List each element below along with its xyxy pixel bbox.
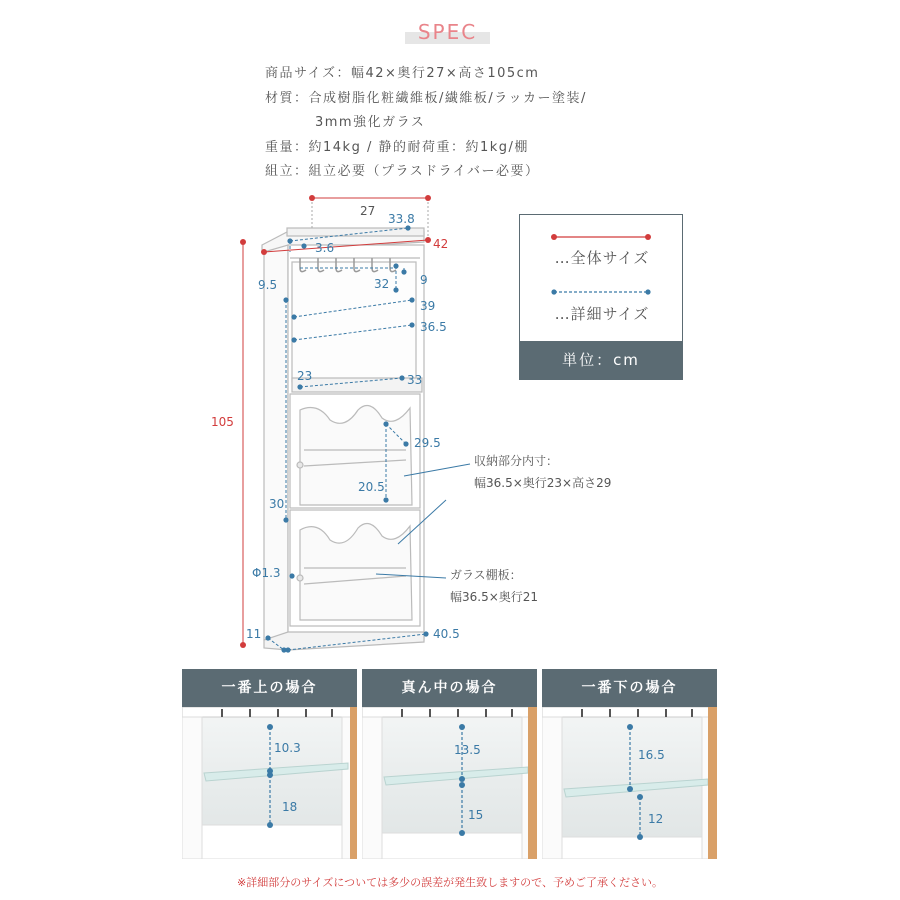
storage-callout-title: 収納部分内寸： [474, 454, 559, 468]
case-middle-title: 真ん中の場合 [362, 669, 537, 707]
case-top-photo [182, 707, 357, 859]
dim-height: 105 [211, 415, 234, 429]
legend-detail-dot-left [551, 289, 556, 294]
legend-unit: 単位：cm [520, 341, 682, 379]
case-bottom-upper-value: 16.5 [638, 748, 665, 762]
case-top-lower-value: 18 [282, 800, 298, 814]
dim-inner-width-lower: 36.5 [420, 320, 447, 334]
dim-hook-depth: 32 [374, 277, 390, 291]
spec-material-cont: 3mm強化ガラス [315, 115, 426, 130]
spec-weight: 重量：約14kg / 静的耐荷重：約1kg/棚 [265, 139, 529, 155]
case-bottom-title: 一番下の場合 [542, 669, 717, 707]
dim-section-height: 30 [269, 497, 285, 511]
case-middle-lower-value: 15 [468, 808, 484, 822]
dim-side-left: 9.5 [258, 278, 278, 292]
legend-overall-dot-left [551, 234, 557, 240]
spec-size: 商品サイズ：幅42×奥行27×高さ105cm [265, 66, 540, 81]
case-middle-upper-value: 13.5 [454, 743, 481, 757]
dim-storage-height: 29.5 [414, 436, 441, 450]
case-bottom-photo [542, 707, 717, 859]
dim-base-width: 40.5 [433, 627, 460, 641]
spec-assembly: 組立：組立必要（プラスドライバー必要） [265, 164, 540, 179]
legend-detail-label: …詳細サイズ [554, 305, 650, 323]
dim-storage-depth: 20.5 [358, 480, 385, 494]
spec-material: 材質：合成樹脂化粧繊維板/繊維板/ラッカー塗装/ [265, 90, 587, 106]
legend-swatches [520, 215, 684, 345]
dim-middle-width: 33 [407, 373, 423, 387]
dim-middle-depth: 23 [297, 369, 313, 383]
case-bottom [542, 669, 717, 859]
storage-callout-value: 幅36.5×奥行23×高さ29 [474, 476, 612, 490]
storage-callout [474, 450, 611, 494]
cabinet-drawing [262, 228, 424, 650]
legend-overall-label: …全体サイズ [554, 249, 650, 267]
disclaimer-note: ※詳細部分のサイズについては多少の誤差が発生致しますので、予めご了承ください。 [237, 876, 663, 889]
dim-top-depth-inner: 3.6 [315, 241, 335, 255]
case-middle-photo [362, 707, 537, 859]
glass-callout-value: 幅36.5×奥行21 [450, 590, 539, 604]
case-top [182, 669, 357, 859]
case-top-upper-value: 10.3 [274, 741, 301, 755]
dim-base-height: 11 [246, 627, 262, 641]
glass-callout [450, 564, 538, 608]
dim-depth: 27 [360, 204, 376, 218]
case-bottom-lower-value: 12 [648, 812, 664, 826]
legend-overall-dot-right [645, 234, 651, 240]
glass-callout-title: ガラス棚板： [450, 568, 522, 582]
case-middle-illustration [362, 707, 537, 859]
case-bottom-illustration [542, 707, 717, 859]
dim-inner-width-upper: 39 [420, 299, 436, 313]
case-middle [362, 669, 537, 859]
dim-width: 42 [433, 237, 449, 251]
case-top-illustration [182, 707, 357, 859]
legend-box [519, 214, 683, 380]
spec-title-text: SPEC [417, 20, 478, 44]
dim-knob-diameter: Φ1.3 [252, 566, 281, 580]
legend-detail-dot-right [645, 289, 650, 294]
case-top-title: 一番上の場合 [182, 669, 357, 707]
dim-hook-area-height: 9 [420, 273, 428, 287]
dim-top-width-inner: 33.8 [388, 212, 415, 226]
